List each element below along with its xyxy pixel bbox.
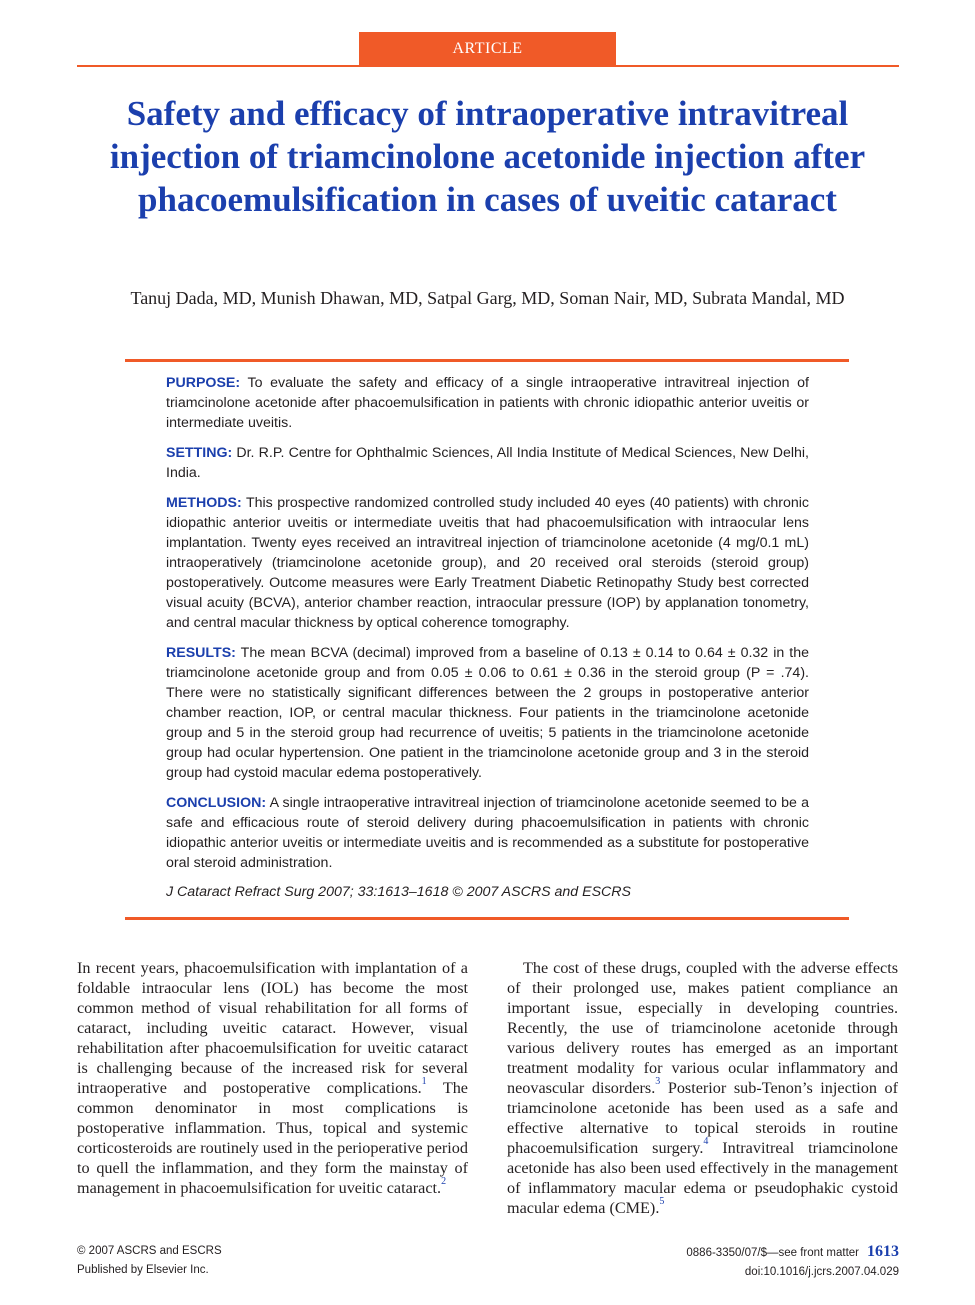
results-text: The mean BCVA (decimal) improved from a baseline of 0.13 ± 0.14 to 0.64 ± 0.32 in the triamcinolone acetonide group and from 0.05 ± 0.06 to 0.61 ± 0.36 in the steroid group (P = .74). There were no statistically significant differences between the 2 groups in postoperative anterior chamber reaction, IOP, or central macular thickness. Four patients in the triamcinolone acetonide group and 5 in the steroid group had recurrence of uveitis; 5 patients in the triamcinolone acetonide group had ocular hypertension. One patient in the triamcinolone acetonide group and 3 in the steroid group had cystoid macular edema postoperatively. — [166, 645, 809, 781]
footer-left — [77, 1242, 222, 1280]
methods-heading: METHODS: — [166, 495, 242, 511]
results-heading: RESULTS: — [166, 645, 236, 661]
purpose-heading: PURPOSE: — [166, 375, 241, 391]
methods-text: This prospective randomized controlled study included 40 eyes (40 patients) with chronic idiopathic anterior uveitis or intermediate uveitis that had phacoemulsification with intraocular lens implantation. Twenty eyes received an intravitreal injection of triamcinolone acetonide (4 mg/0.1 mL) intraoperatively (triamcinolone acetonide group), and 20 received oral steroids (steroid group) postoperatively. Outcome measures were Early Treatment Diabetic Retinopathy Study best corrected visual acuity (BCVA), anterior chamber reaction, intraocular pressure (IOP) by applanation tonometry, and central macular thickness by optical coherence tomography. — [166, 495, 809, 631]
conclusion-text: A single intraoperative intravitreal injection of triamcinolone acetonide seemed to be a safe and efficacious route of steroid delivery during phacoemulsification in patients with chronic idiopathic anterior uveitis or intermediate uveitis and is recommended as a substitute for postoperative oral steroid administration. — [166, 795, 809, 871]
body-paragraph — [507, 958, 898, 1218]
publisher-line: Published by Elsevier Inc. — [77, 1264, 209, 1276]
abstract-top-rule — [125, 359, 849, 362]
purpose-text: To evaluate the safety and efficacy of a single intraoperative intravitreal injection of triamcinolone acetonide after phacoemulsification in patients with chronic idiopathic anterior uveitis or intermediate uveitis. — [166, 375, 809, 431]
body-text: The common denominator in most complications is postoperative inflammation. Thus, topical and systemic corticosteroids are routinely used in the perioperative period to quell the inflammation, and they form the mainstay of management in phacoemulsification for uveitic cataract. — [77, 1079, 468, 1197]
abstract-results — [166, 643, 809, 783]
abstract-conclusion — [166, 793, 809, 873]
setting-text: Dr. R.P. Centre for Ophthalmic Sciences, All India Institute of Medical Sciences, New Delhi, India. — [166, 445, 809, 481]
abstract-setting — [166, 443, 809, 483]
page-number: 1613 — [867, 1243, 899, 1260]
reference-link[interactable]: 5 — [659, 1196, 665, 1207]
abstract-purpose — [166, 373, 809, 433]
doi-link[interactable]: doi:10.1016/j.jcrs.2007.04.029 — [744, 1266, 899, 1278]
issn-line — [560, 1242, 899, 1263]
abstract-bottom-rule — [125, 917, 849, 920]
footer-right — [560, 1242, 899, 1282]
body-column-left — [77, 958, 468, 1198]
body-text: The cost of these drugs, coupled with the adverse effects of their prolonged use, makes patient compliance an important issue, especially in developing countries. Recently, the use of triamcinolone acetonide through various delivery routes has emerged as an important treatment modality for various ocular inflammatory and neovascular disorders. — [507, 959, 898, 1097]
body-text: Posterior sub-Tenon’s injection of triamcinolone acetonide has been used as a safe and effective alternative to topical steroids in routine phacoemulsification surgery. — [507, 1079, 898, 1157]
abstract-methods — [166, 493, 809, 633]
article-type-tag: ARTICLE — [359, 32, 616, 65]
body-paragraph — [77, 958, 468, 1198]
setting-heading: SETTING: — [166, 445, 233, 461]
copyright-line: © 2007 ASCRS and ESCRS — [77, 1245, 222, 1257]
author-list: Tanuj Dada, MD, Munish Dhawan, MD, Satpal Garg, MD, Soman Nair, MD, Subrata Mandal, MD — [130, 288, 845, 308]
header-rule — [77, 65, 899, 67]
reference-link[interactable]: 4 — [703, 1136, 709, 1147]
body-text: Intravitreal triamcinolone acetonide has also been used effectively in the management of inflammatory macular edema or pseudophakic cystoid macular edema (CME). — [507, 1139, 898, 1217]
body-text: In recent years, phacoemulsification with implantation of a foldable intraocular lens (IOL) has become the most common method of visual rehabilitation for all forms of cataract, including uveitic cataract. However, visual rehabilitation after phacoemulsification for uveitic cataract is challenging because of the increased risk for several intraoperative and postoperative complications. — [77, 959, 468, 1097]
issn-text: 0886-3350/07/$—see front matter — [686, 1247, 859, 1259]
article-title: Safety and efficacy of intraoperative intravitreal injection of triamcinolone acetonide injection after phacoemulsification in cases of uveitic cataract — [109, 94, 866, 219]
body-column-right — [507, 958, 898, 1218]
abstract — [166, 373, 809, 912]
reference-link[interactable]: 2 — [441, 1176, 447, 1187]
reference-link[interactable]: 3 — [655, 1076, 661, 1087]
conclusion-heading: CONCLUSION: — [166, 795, 267, 811]
journal-citation: J Cataract Refract Surg 2007; 33:1613–1618 © 2007 ASCRS and ESCRS — [166, 884, 631, 900]
reference-link[interactable]: 1 — [421, 1076, 427, 1087]
